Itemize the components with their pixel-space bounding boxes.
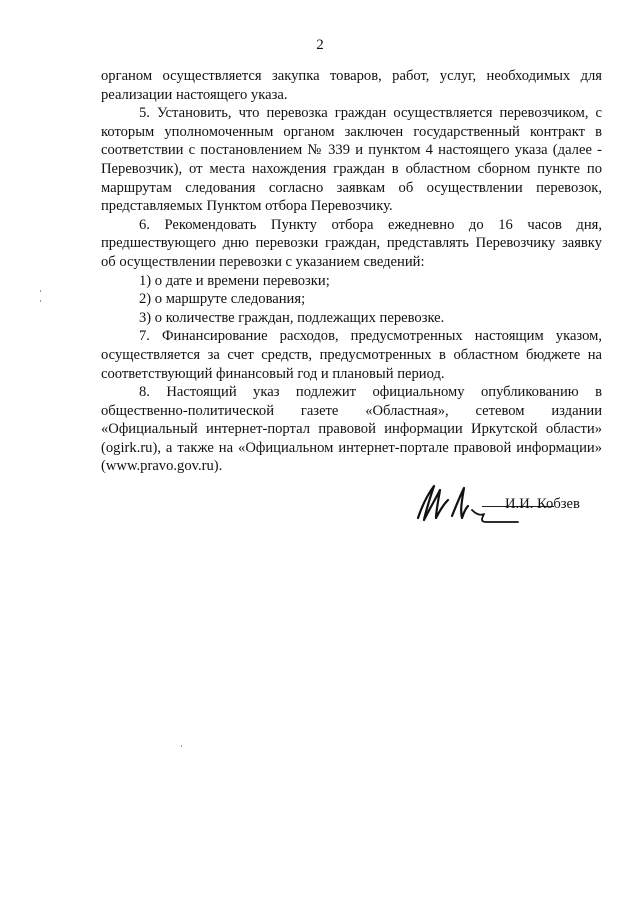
page-number: 2 <box>316 37 324 53</box>
scan-speck <box>40 300 41 302</box>
paragraph-8: 8. Настоящий указ подлежит официальному опубликованию в общественно-политической газете «Областная», сетевом издании «Официальный интернет-портал правовой информации Иркутской области» (ogirk.ru), а также на «Официальном интернет-портале правовой информации» (www.pravo.gov.ru). <box>101 384 602 475</box>
list-item-1: 1) о дате и времени перевозки; <box>139 272 330 289</box>
list-item-2: 2) о маршруте следования; <box>139 291 306 308</box>
scan-speck <box>40 290 41 292</box>
scan-speck <box>181 745 182 747</box>
signature-block <box>400 478 610 528</box>
paragraph-6: 6. Рекомендовать Пункту отбора ежедневно до 16 часов дня, предшествующего дню перевозки граждан, представлять Перевозчику заявку об осуществлении перевозки с указанием сведений: <box>101 216 602 270</box>
paragraph-continuation: органом осуществляется закупка товаров, работ, услуг, необходимых для реализации настоящего указа. <box>101 68 602 103</box>
list-item-3: 3) о количестве граждан, подлежащих перевозке. <box>139 309 445 326</box>
paragraph-7: 7. Финансирование расходов, предусмотренных настоящим указом, осуществляется за счет средств, предусмотренных в областном бюджете на соответствующий финансовый год и плановый период. <box>101 328 602 382</box>
document-body <box>101 67 602 476</box>
signer-name: И.И. Кобзев <box>505 496 580 512</box>
paragraph-5: 5. Установить, что перевозка граждан осуществляется перевозчиком, с которым уполномоченным органом заключен государственный контракт в соответствии с постановлением № 339 и пунктом 4 настоящего указа (далее - Перевозчик), от места нахождения граждан в областном сборном пункте по маршрутам следования согласно заявкам об осуществлении перевозок, представляемых Пунктом отбора Перевозчику. <box>101 105 602 215</box>
handwritten-signature <box>400 478 520 526</box>
